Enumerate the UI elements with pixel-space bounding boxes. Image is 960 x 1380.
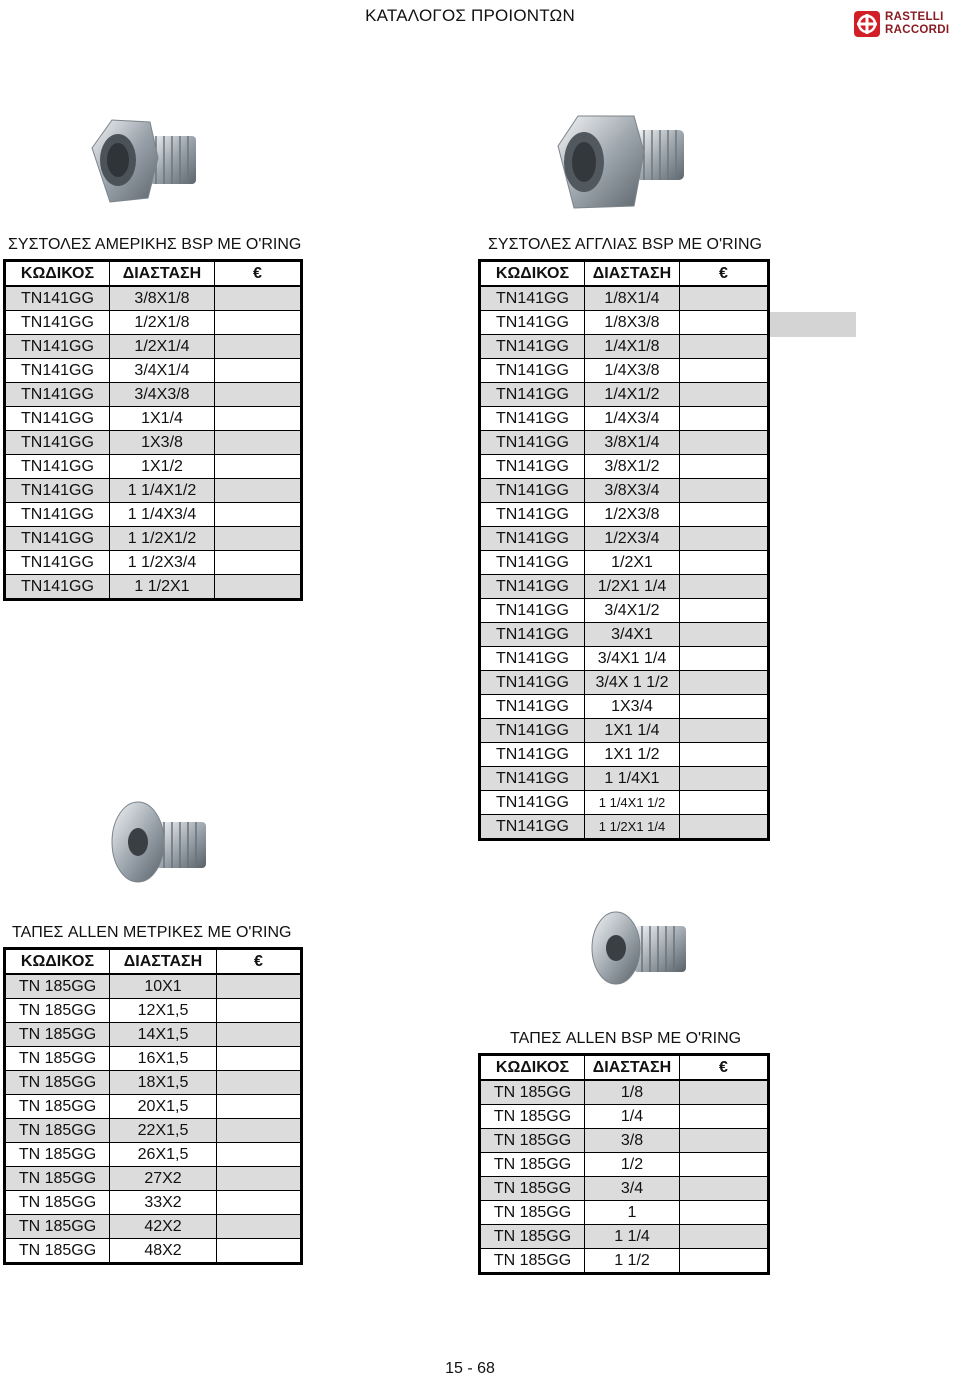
product-code-cell: TN141GG (5, 551, 110, 575)
table-header-row (5, 261, 302, 287)
table-row (480, 815, 769, 840)
size-cell: 1/4X3/4 (585, 407, 680, 431)
table-header-row (480, 261, 769, 287)
product-code-cell: TN141GG (5, 503, 110, 527)
catalog-title: ΚΑΤΑΛΟΓΟΣ ΠΡΟΙΟΝΤΩΝ (365, 6, 575, 25)
size-cell: 1/4 (585, 1105, 680, 1129)
size-cell: 3/4X1 1/4 (585, 647, 680, 671)
product-code-cell: TN 185GG (480, 1105, 585, 1129)
reducer-photo-2 (556, 112, 688, 210)
price-cell (217, 1167, 302, 1191)
size-cell: 10X1 (110, 974, 217, 999)
table-row (5, 1071, 302, 1095)
table-row (480, 1129, 769, 1153)
table-row (5, 383, 302, 407)
price-cell (680, 767, 769, 791)
size-cell: 1/2 (585, 1153, 680, 1177)
size-cell: 1X1/4 (110, 407, 215, 431)
table-row (5, 999, 302, 1023)
product-code-cell: TN141GG (480, 623, 585, 647)
product-code-cell: TN141GG (5, 359, 110, 383)
table-row (5, 431, 302, 455)
col-header-code: ΚΩΔΙΚΟΣ (5, 261, 110, 287)
table-row (480, 455, 769, 479)
table-row (480, 359, 769, 383)
table-american-reducers (3, 259, 303, 601)
price-cell (680, 527, 769, 551)
product-code-cell: TN 185GG (5, 974, 110, 999)
size-cell: 27X2 (110, 1167, 217, 1191)
size-cell: 22X1,5 (110, 1119, 217, 1143)
price-cell (680, 551, 769, 575)
allen-plug-photo-1 (108, 798, 212, 884)
size-cell: 3/4X1/4 (110, 359, 215, 383)
product-code-cell: TN 185GG (480, 1129, 585, 1153)
product-code-cell: TN 185GG (480, 1153, 585, 1177)
size-cell: 1 1/2X3/4 (110, 551, 215, 575)
product-code-cell: TN141GG (480, 719, 585, 743)
product-code-cell: TN141GG (5, 407, 110, 431)
table-metric-plugs (3, 947, 303, 1265)
product-code-cell: TN141GG (5, 286, 110, 311)
price-cell (680, 575, 769, 599)
price-cell (217, 974, 302, 999)
table-row (480, 743, 769, 767)
table-row (5, 335, 302, 359)
section-title-english-reducers: ΣΥΣΤΟΛΕΣ ΑΓΓΛΙΑΣ BSP ΜΕ O'RING (488, 236, 762, 253)
reducer-photo-1 (88, 108, 200, 212)
price-cell (680, 479, 769, 503)
size-cell: 1/2X1 1/4 (585, 575, 680, 599)
table-row (480, 767, 769, 791)
table-row (5, 1119, 302, 1143)
size-cell: 1 (585, 1201, 680, 1225)
product-code-cell: TN141GG (480, 647, 585, 671)
table-row (480, 1080, 769, 1105)
size-cell: 42X2 (110, 1215, 217, 1239)
table-row (5, 359, 302, 383)
section-title-metric-plugs: ΤΑΠΕΣ ALLEN ΜΕΤΡΙΚΕΣ ΜΕ O'RING (12, 924, 292, 941)
product-code-cell: TN141GG (5, 479, 110, 503)
size-cell: 20X1,5 (110, 1095, 217, 1119)
section-title-bsp-plugs: ΤΑΠΕΣ ALLEN BSP ΜΕ O'RING (510, 1030, 742, 1047)
table-row (480, 599, 769, 623)
price-cell (680, 623, 769, 647)
product-code-cell: TN 185GG (5, 1023, 110, 1047)
product-code-cell: TN141GG (480, 551, 585, 575)
table-row (5, 503, 302, 527)
size-cell: 12X1,5 (110, 999, 217, 1023)
price-cell (217, 1215, 302, 1239)
table-row (5, 455, 302, 479)
size-cell: 1 1/4 (585, 1225, 680, 1249)
price-cell (217, 1143, 302, 1167)
page-number: 15 - 68 (445, 1360, 495, 1377)
product-code-cell: TN141GG (480, 671, 585, 695)
table-row (5, 1215, 302, 1239)
col-header-price: € (215, 261, 302, 287)
size-cell: 1 1/2 (585, 1249, 680, 1274)
price-cell (215, 335, 302, 359)
table-row (480, 1249, 769, 1274)
price-cell (217, 1239, 302, 1264)
price-cell (680, 1105, 769, 1129)
col-header-price: € (680, 1055, 769, 1081)
table-row (480, 527, 769, 551)
size-cell: 1/2X1/4 (110, 335, 215, 359)
price-cell (215, 359, 302, 383)
table-row (480, 286, 769, 311)
price-cell (680, 1129, 769, 1153)
size-cell: 3/8X3/4 (585, 479, 680, 503)
table-row (480, 1225, 769, 1249)
logo-text (885, 11, 949, 37)
section-title-american-reducers: ΣΥΣΤΟΛΕΣ ΑΜΕΡΙΚΗΣ BSP ΜΕ O'RING (8, 236, 302, 253)
product-code-cell: TN 185GG (480, 1080, 585, 1105)
price-cell (215, 311, 302, 335)
size-cell: 1/2X3/4 (585, 527, 680, 551)
size-cell: 48X2 (110, 1239, 217, 1264)
table-row (480, 1201, 769, 1225)
size-cell: 1/8 (585, 1080, 680, 1105)
table-row (480, 1177, 769, 1201)
rastelli-logo (854, 9, 958, 41)
size-cell: 1/2X1 (585, 551, 680, 575)
price-cell (217, 1119, 302, 1143)
table-row (480, 383, 769, 407)
table-row (480, 407, 769, 431)
col-header-size: ΔΙΑΣΤΑΣΗ (110, 949, 217, 975)
price-cell (215, 551, 302, 575)
product-code-cell: TN 185GG (480, 1225, 585, 1249)
price-cell (680, 335, 769, 359)
table-row (5, 311, 302, 335)
size-cell: 1/4X3/8 (585, 359, 680, 383)
table-header-row (5, 949, 302, 975)
size-cell: 14X1,5 (110, 1023, 217, 1047)
product-code-cell: TN141GG (480, 575, 585, 599)
product-code-cell: TN141GG (480, 431, 585, 455)
product-code-cell: TN 185GG (480, 1201, 585, 1225)
table-row (480, 1105, 769, 1129)
product-code-cell: TN141GG (5, 527, 110, 551)
table-row (5, 1167, 302, 1191)
product-code-cell: TN141GG (480, 479, 585, 503)
product-code-cell: TN 185GG (480, 1177, 585, 1201)
size-cell: 1/2X1/8 (110, 311, 215, 335)
allen-plug-photo-2 (588, 908, 690, 988)
size-cell: 1/4X1/2 (585, 383, 680, 407)
size-cell: 3/4X1 (585, 623, 680, 647)
col-header-code: ΚΩΔΙΚΟΣ (480, 261, 585, 287)
product-code-cell: TN 185GG (480, 1249, 585, 1274)
price-cell (217, 1023, 302, 1047)
price-cell (215, 455, 302, 479)
product-code-cell: TN141GG (480, 359, 585, 383)
product-code-cell: TN 185GG (5, 1119, 110, 1143)
size-cell: 1X1/2 (110, 455, 215, 479)
product-code-cell: TN 185GG (5, 1143, 110, 1167)
table-row (5, 1023, 302, 1047)
size-cell: 1X3/8 (110, 431, 215, 455)
product-code-cell: TN141GG (480, 527, 585, 551)
table-row (480, 575, 769, 599)
product-code-cell: TN141GG (480, 383, 585, 407)
size-cell: 3/8X1/4 (585, 431, 680, 455)
grey-divider-bar (768, 312, 856, 337)
price-cell (680, 359, 769, 383)
price-cell (680, 1249, 769, 1274)
size-cell: 3/4 (585, 1177, 680, 1201)
price-cell (680, 815, 769, 840)
col-header-size: ΔΙΑΣΤΑΣΗ (110, 261, 215, 287)
price-cell (217, 1191, 302, 1215)
price-cell (680, 695, 769, 719)
price-cell (680, 503, 769, 527)
table-row (5, 551, 302, 575)
size-cell: 3/4X 1 1/2 (585, 671, 680, 695)
product-code-cell: TN 185GG (5, 1191, 110, 1215)
table-row (5, 974, 302, 999)
product-code-cell: TN141GG (5, 311, 110, 335)
product-code-cell: TN 185GG (5, 1167, 110, 1191)
table-row (480, 311, 769, 335)
size-cell: 33X2 (110, 1191, 217, 1215)
table-bsp-plugs (478, 1053, 770, 1275)
table-row (5, 575, 302, 600)
col-header-size: ΔΙΑΣΤΑΣΗ (585, 1055, 680, 1081)
size-cell: 3/4X3/8 (110, 383, 215, 407)
price-cell (215, 431, 302, 455)
logo-line-2: RACCORDI (885, 24, 950, 36)
col-header-code: ΚΩΔΙΚΟΣ (480, 1055, 585, 1081)
price-cell (680, 311, 769, 335)
price-cell (680, 407, 769, 431)
product-code-cell: TN141GG (5, 383, 110, 407)
price-cell (680, 791, 769, 815)
price-cell (217, 1047, 302, 1071)
price-cell (680, 1201, 769, 1225)
table-row (5, 1143, 302, 1167)
product-code-cell: TN141GG (480, 815, 585, 840)
table-row (5, 407, 302, 431)
size-cell: 1 1/4X1 (585, 767, 680, 791)
logo-mark-icon (854, 11, 880, 37)
product-code-cell: TN141GG (480, 695, 585, 719)
price-cell (217, 999, 302, 1023)
table-row (5, 527, 302, 551)
price-cell (217, 1095, 302, 1119)
size-cell: 1/8X3/8 (585, 311, 680, 335)
table-row (480, 335, 769, 359)
product-code-cell: TN141GG (480, 311, 585, 335)
price-cell (680, 431, 769, 455)
price-cell (680, 1080, 769, 1105)
product-code-cell: TN141GG (480, 503, 585, 527)
table-row (480, 551, 769, 575)
product-code-cell: TN141GG (480, 407, 585, 431)
price-cell (215, 286, 302, 311)
table-row (480, 623, 769, 647)
table-row (5, 1095, 302, 1119)
size-cell: 1/8X1/4 (585, 286, 680, 311)
price-cell (680, 383, 769, 407)
price-cell (215, 479, 302, 503)
price-cell (680, 1225, 769, 1249)
price-cell (680, 455, 769, 479)
product-code-cell: TN141GG (480, 743, 585, 767)
price-cell (215, 527, 302, 551)
col-header-price: € (680, 261, 769, 287)
table-row (480, 1153, 769, 1177)
price-cell (215, 575, 302, 600)
table-row (480, 791, 769, 815)
size-cell: 1 1/4X1 1/2 (585, 791, 680, 815)
size-cell: 1/2X3/8 (585, 503, 680, 527)
product-code-cell: TN141GG (5, 335, 110, 359)
price-cell (215, 383, 302, 407)
price-cell (215, 407, 302, 431)
table-row (5, 1239, 302, 1264)
col-header-price: € (217, 949, 302, 975)
product-code-cell: TN 185GG (5, 1095, 110, 1119)
product-code-cell: TN141GG (480, 599, 585, 623)
price-cell (680, 671, 769, 695)
table-row (480, 671, 769, 695)
size-cell: 1 1/4X1/2 (110, 479, 215, 503)
size-cell: 3/8 (585, 1129, 680, 1153)
product-code-cell: TN 185GG (5, 999, 110, 1023)
size-cell: 1 1/2X1 1/4 (585, 815, 680, 840)
price-cell (215, 503, 302, 527)
price-cell (680, 647, 769, 671)
product-code-cell: TN 185GG (5, 1071, 110, 1095)
table-row (480, 719, 769, 743)
table-row (480, 695, 769, 719)
table-row (480, 503, 769, 527)
product-code-cell: TN141GG (5, 431, 110, 455)
size-cell: 3/8X1/8 (110, 286, 215, 311)
table-english-reducers (478, 259, 770, 841)
table-row (5, 479, 302, 503)
col-header-size: ΔΙΑΣΤΑΣΗ (585, 261, 680, 287)
table-row (480, 479, 769, 503)
price-cell (680, 1177, 769, 1201)
product-code-cell: TN 185GG (5, 1215, 110, 1239)
price-cell (217, 1071, 302, 1095)
size-cell: 18X1,5 (110, 1071, 217, 1095)
product-code-cell: TN141GG (5, 455, 110, 479)
price-cell (680, 719, 769, 743)
size-cell: 1/4X1/8 (585, 335, 680, 359)
size-cell: 1X1 1/4 (585, 719, 680, 743)
table-row (480, 647, 769, 671)
size-cell: 3/4X1/2 (585, 599, 680, 623)
size-cell: 26X1,5 (110, 1143, 217, 1167)
table-header-row (480, 1055, 769, 1081)
size-cell: 1 1/4X3/4 (110, 503, 215, 527)
size-cell: 3/8X1/2 (585, 455, 680, 479)
table-row (5, 286, 302, 311)
size-cell: 1 1/2X1/2 (110, 527, 215, 551)
product-code-cell: TN141GG (480, 335, 585, 359)
product-code-cell: TN141GG (5, 575, 110, 600)
product-code-cell: TN141GG (480, 286, 585, 311)
product-code-cell: TN141GG (480, 791, 585, 815)
logo-line-1: RASTELLI (885, 11, 944, 23)
size-cell: 1 1/2X1 (110, 575, 215, 600)
col-header-code: ΚΩΔΙΚΟΣ (5, 949, 110, 975)
product-code-cell: TN141GG (480, 455, 585, 479)
table-row (5, 1191, 302, 1215)
price-cell (680, 743, 769, 767)
size-cell: 1X1 1/2 (585, 743, 680, 767)
size-cell: 16X1,5 (110, 1047, 217, 1071)
product-code-cell: TN 185GG (5, 1047, 110, 1071)
size-cell: 1X3/4 (585, 695, 680, 719)
product-code-cell: TN 185GG (5, 1239, 110, 1264)
price-cell (680, 599, 769, 623)
table-row (5, 1047, 302, 1071)
table-row (480, 431, 769, 455)
product-code-cell: TN141GG (480, 767, 585, 791)
price-cell (680, 286, 769, 311)
price-cell (680, 1153, 769, 1177)
